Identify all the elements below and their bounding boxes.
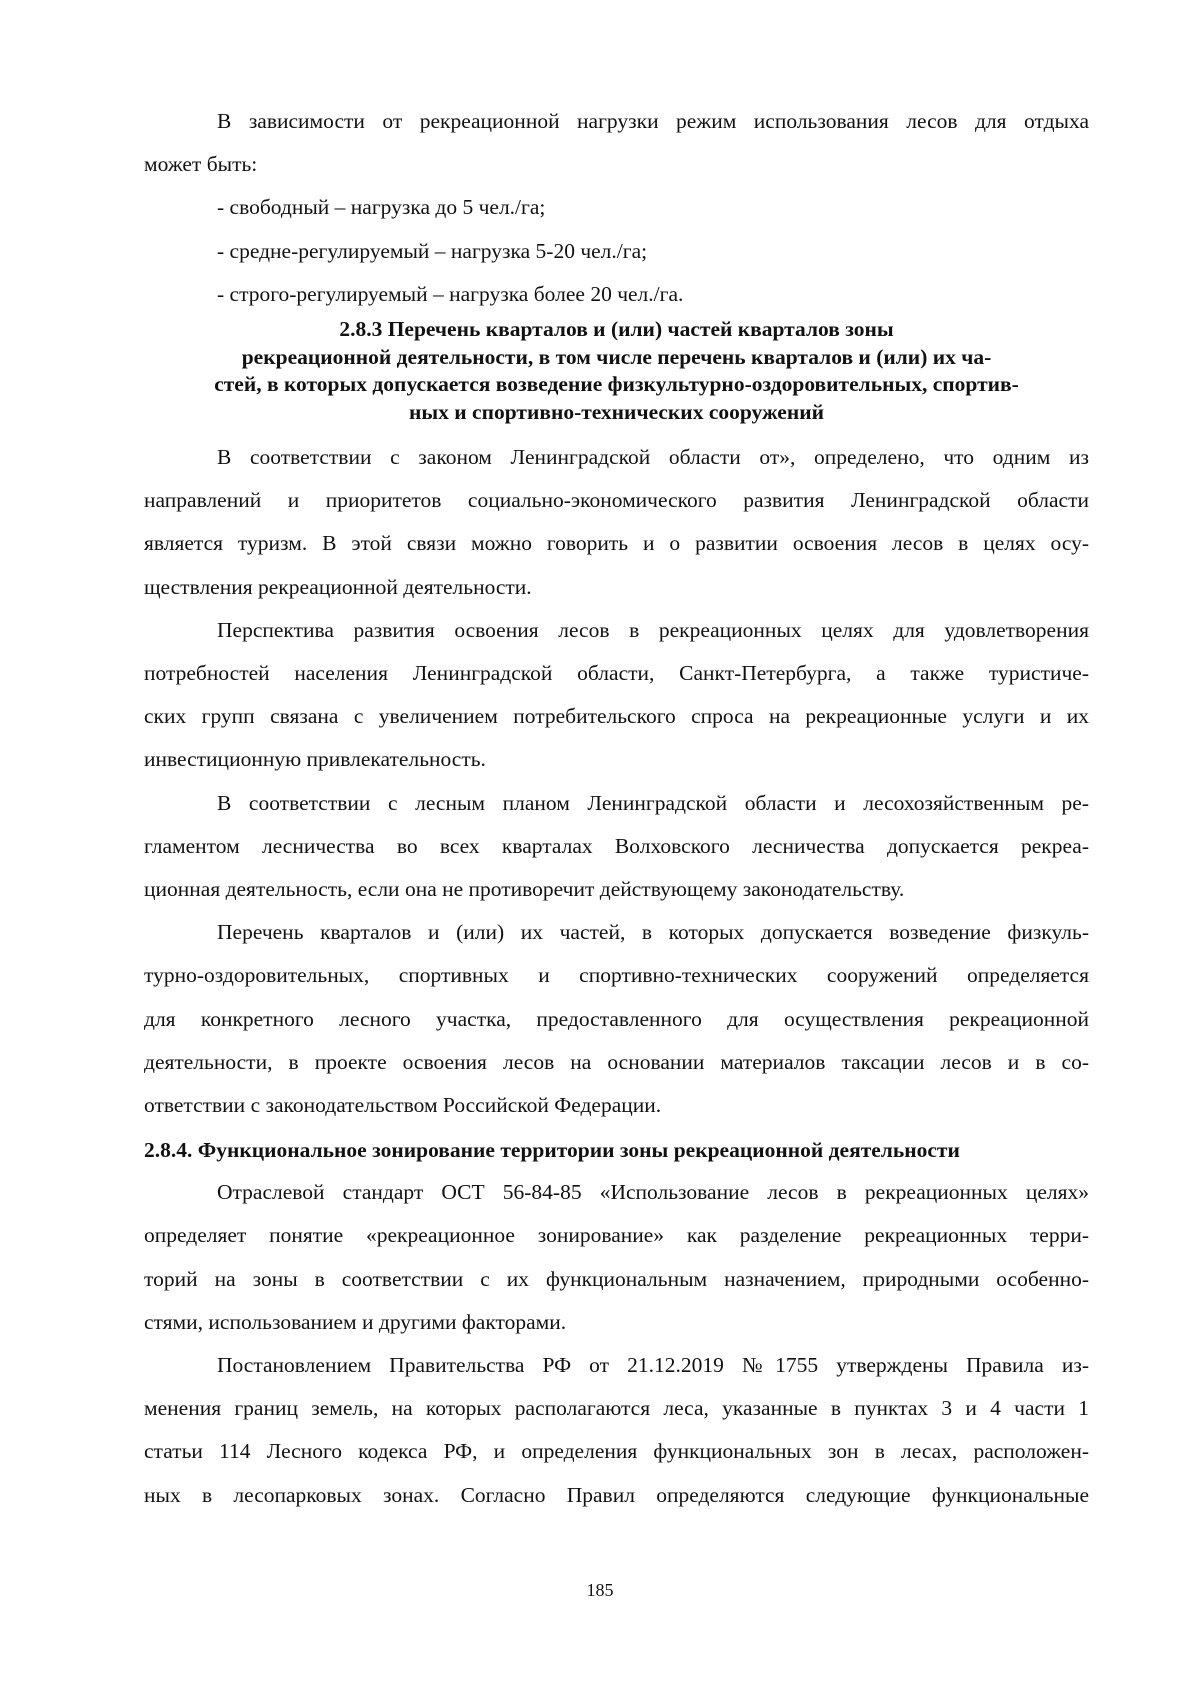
paragraph-line: ществления рекреационной деятельности. [144, 574, 532, 599]
paragraph-line: направлений и приоритетов социально-экономического развития Ленинградской области [144, 488, 1089, 513]
paragraph-line: В соответствии с лесным планом Ленинградской области и лесохозяйственным ре- [217, 790, 1089, 815]
paragraph-line: В соответствии с законом Ленинградской области от», определено, что одним из [217, 445, 1089, 470]
paragraph-line: деятельности, в проекте освоения лесов на основании материалов таксации лесов и в со- [144, 1049, 1089, 1074]
document-page [144, 100, 1089, 1517]
paragraph-line: Отраслевой стандарт ОСТ 56-84-85 «Использование лесов в рекреационных целях» [217, 1180, 1089, 1205]
regime-medium: - средне-регулируемый – нагрузка 5-20 чел./га; [217, 238, 648, 263]
section-283-heading-line-2: рекреационной деятельности, в том числе перечень кварталов и (или) их ча- [241, 344, 992, 369]
paragraph-line: торий на зоны в соответствии с их функциональным назначением, природными особенно- [144, 1266, 1089, 1291]
paragraph-line: для конкретного лесного участка, предоставленного для осуществления рекреационной [144, 1006, 1089, 1031]
paragraph-line: стями, использованием и другими факторами. [144, 1309, 567, 1334]
paragraph-line: является туризм. В этой связи можно говорить и о развитии освоения лесов в целях осу- [144, 531, 1089, 556]
section-283-heading-line-3: стей, в которых допускается возведение физкультурно-оздоровительных, спортив- [214, 372, 1019, 397]
section-284-heading: 2.8.4. Функциональное зонирование территории зоны рекреационной деятельности [144, 1138, 960, 1163]
intro-line-2: может быть: [144, 152, 258, 177]
paragraph-line: Перспектива развития освоения лесов в рекреационных целях для удовлетворения [217, 617, 1089, 642]
section-283-heading-line-1: 2.8.3 Перечень кварталов и (или) частей кварталов зоны [339, 317, 894, 342]
paragraph-line: ционная деятельность, если она не противоречит действующему законодательству. [144, 877, 905, 902]
paragraph-line: ных в лесопарковых зонах. Согласно Правил определяются следующие функциональные [144, 1482, 1089, 1507]
regime-free: - свободный – нагрузка до 5 чел./га; [217, 195, 546, 220]
paragraph-line: определяет понятие «рекреационное зонирование» как разделение рекреационных терри- [144, 1223, 1089, 1248]
paragraph-line: статьи 114 Лесного кодекса РФ, и определения функциональных зон в лесах, расположен- [144, 1439, 1089, 1464]
paragraph-line: инвестиционную привлекательность. [144, 747, 486, 772]
paragraph-line: ответствии с законодательством Российской Федерации. [144, 1093, 662, 1118]
paragraph-line: гламентом лесничества во всех кварталах Волховского лесничества допускается рекреа- [144, 833, 1089, 858]
paragraph-line: Перечень кварталов и (или) их частей, в которых допускается возведение физкуль- [217, 920, 1089, 945]
paragraph-line: турно-оздоровительных, спортивных и спортивно-технических сооружений определяется [144, 963, 1089, 988]
section-283-heading-line-4: ных и спортивно-технических сооружений [408, 399, 825, 424]
paragraph-line: ских групп связана с увеличением потребительского спроса на рекреационные услуги и их [144, 704, 1089, 729]
regime-strict: - строго-регулируемый – нагрузка более 20 чел./га. [217, 281, 684, 306]
paragraph-line: менения границ земель, на которых располагаются леса, указанные в пунктах 3 и 4 части 1 [144, 1396, 1089, 1421]
intro-line-1: В зависимости от рекреационной нагрузки режим использования лесов для отдыха [217, 109, 1089, 133]
section-283-heading [144, 316, 1089, 426]
page-number: 185 [586, 1580, 614, 1600]
paragraph-line: Постановлением Правительства РФ от 21.12.2019 №1755 утверждены Правила из- [217, 1353, 1089, 1378]
paragraph-line: потребностей населения Ленинградской области, Санкт-Петербурга, а также туристиче- [144, 661, 1089, 686]
